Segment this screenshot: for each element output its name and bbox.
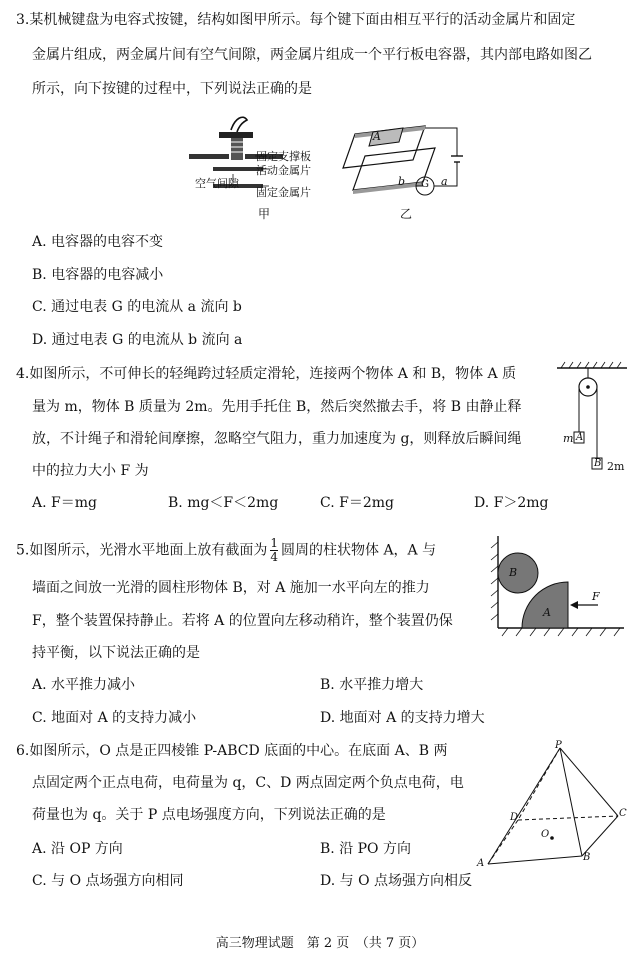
q6-option-d: D. 与 O 点场强方向相反 [320,873,473,889]
q3-yi-label-a-key: A [373,130,381,143]
q3-stem-line-3: 所示，向下按键的过程中，下列说法正确的是 [32,81,312,97]
page-footer: 高三物理试题 第 2 页 （共 7 页） [215,936,425,951]
q4-stem-line-3: 放，不计绳子和滑轮间摩擦，忽略空气阻力，重力加速度为 g，则释放后瞬间绳 [32,431,522,447]
q4-option-a: A. F＝mg [32,495,97,511]
q4-option-c: C. F＝2mg [320,495,394,511]
q5-option-d: D. 地面对 A 的支持力增大 [320,710,485,726]
q4-mass-a: m [563,432,574,445]
q3-option-d: D. 通过电表 G 的电流从 b 流向 a [32,332,243,348]
q3-jia-label-air-gap: 空气间隙 [195,177,239,190]
q3-yi-label-a: a [441,175,448,188]
q4-stem-line-2: 量为 m，物体 B 质量为 2m。先用手托住 B，然后突然撤去手，将 B 由静止释 [32,399,522,415]
q4-label-a: A [576,432,584,443]
q6-label-o: O [541,829,550,840]
q5-stem-line-4: 持平衡，以下说法正确的是 [32,645,200,661]
q6-pyramid-figure [478,740,628,870]
q5-label-a: A [543,606,551,619]
q6-label-a: A [477,858,485,869]
q5-stem-line-1-pre: 5.如图所示，光滑水平地面上放有截面为 [16,542,268,559]
q4-option-b: B. mg＜F＜2mg [168,495,279,511]
q6-label-c: C [619,808,627,819]
q3-figure-yi [325,112,475,218]
q5-option-b: B. 水平推力增大 [320,677,424,693]
q3-stem-line-1: 3.某机械键盘为电容式按键，结构如图甲所示。每个键下面由相互平行的活动金属片和固定 [16,12,576,28]
q3-yi-label-b: b [398,175,406,188]
q5-label-b: B [509,566,518,579]
q3-jia-label-fixed: 固定金属片 [256,186,311,199]
q5-fraction [270,537,278,564]
q6-stem-line-2: 点固定两个正点电荷，电荷量为 q，C、D 两点固定两个负点电荷，电 [32,775,464,791]
q3-jia-label-support: 固定支撑板 [256,150,311,163]
q4-stem-line-4: 中的拉力大小 F 为 [32,463,149,479]
q5-stem-line-3: F，整个装置保持静止。若将 A 的位置向左移动稍许，整个装置仍保 [32,613,453,629]
q5-figure [488,530,628,642]
q5-option-c: C. 地面对 A 的支持力减小 [32,710,197,726]
q6-label-p: P [555,740,562,751]
q4-label-b: B [594,458,602,469]
q6-stem-line-3: 荷量也为 q。关于 P 点电场强度方向，下列说法正确的是 [32,807,386,823]
q5-stem-line-1 [16,537,436,564]
q5-stem-line-2: 墙面之间放一光滑的圆柱形物体 B，对 A 施加一水平向左的推力 [32,580,430,596]
q3-option-b: B. 电容器的电容减小 [32,267,164,283]
q4-mass-b: 2m [607,460,625,473]
q5-fraction-numerator: 1 [270,536,278,550]
q4-stem-line-1: 4.如图所示，不可伸长的轻绳跨过轻质定滑轮，连接两个物体 A 和 B，物体 A 质 [16,366,517,382]
q5-label-f: F [592,590,600,603]
q6-label-b: B [583,852,591,863]
q6-option-c: C. 与 O 点场强方向相同 [32,873,184,889]
q4-option-d: D. F＞2mg [474,495,549,511]
q3-jia-label-movable: 活动金属片 [256,164,311,177]
q6-label-d: D [510,812,519,823]
q3-option-c: C. 通过电表 G 的电流从 a 流向 b [32,299,242,315]
q3-yi-label-g: G [421,179,429,190]
q5-fraction-denominator: 4 [270,550,278,564]
q3-stem-line-2: 金属片组成，两金属片间有空气间隙，两金属片组成一个平行板电容器，其内部电路如图乙 [32,47,592,63]
q6-stem-line-1: 6.如图所示，O 点是正四棱锥 P-ABCD 底面的中心。在底面 A、B 两 [16,743,448,759]
q5-stem-line-1-post: 圆周的柱状物体 A，A 与 [281,542,437,559]
q3-option-a: A. 电容器的电容不变 [32,234,164,250]
q3-figure-jia-caption: 甲 [258,207,271,221]
q3-figure-yi-caption: 乙 [400,207,413,221]
q5-option-a: A. 水平推力减小 [32,677,136,693]
q6-option-b: B. 沿 PO 方向 [320,841,411,857]
q6-option-a: A. 沿 OP 方向 [32,841,123,857]
